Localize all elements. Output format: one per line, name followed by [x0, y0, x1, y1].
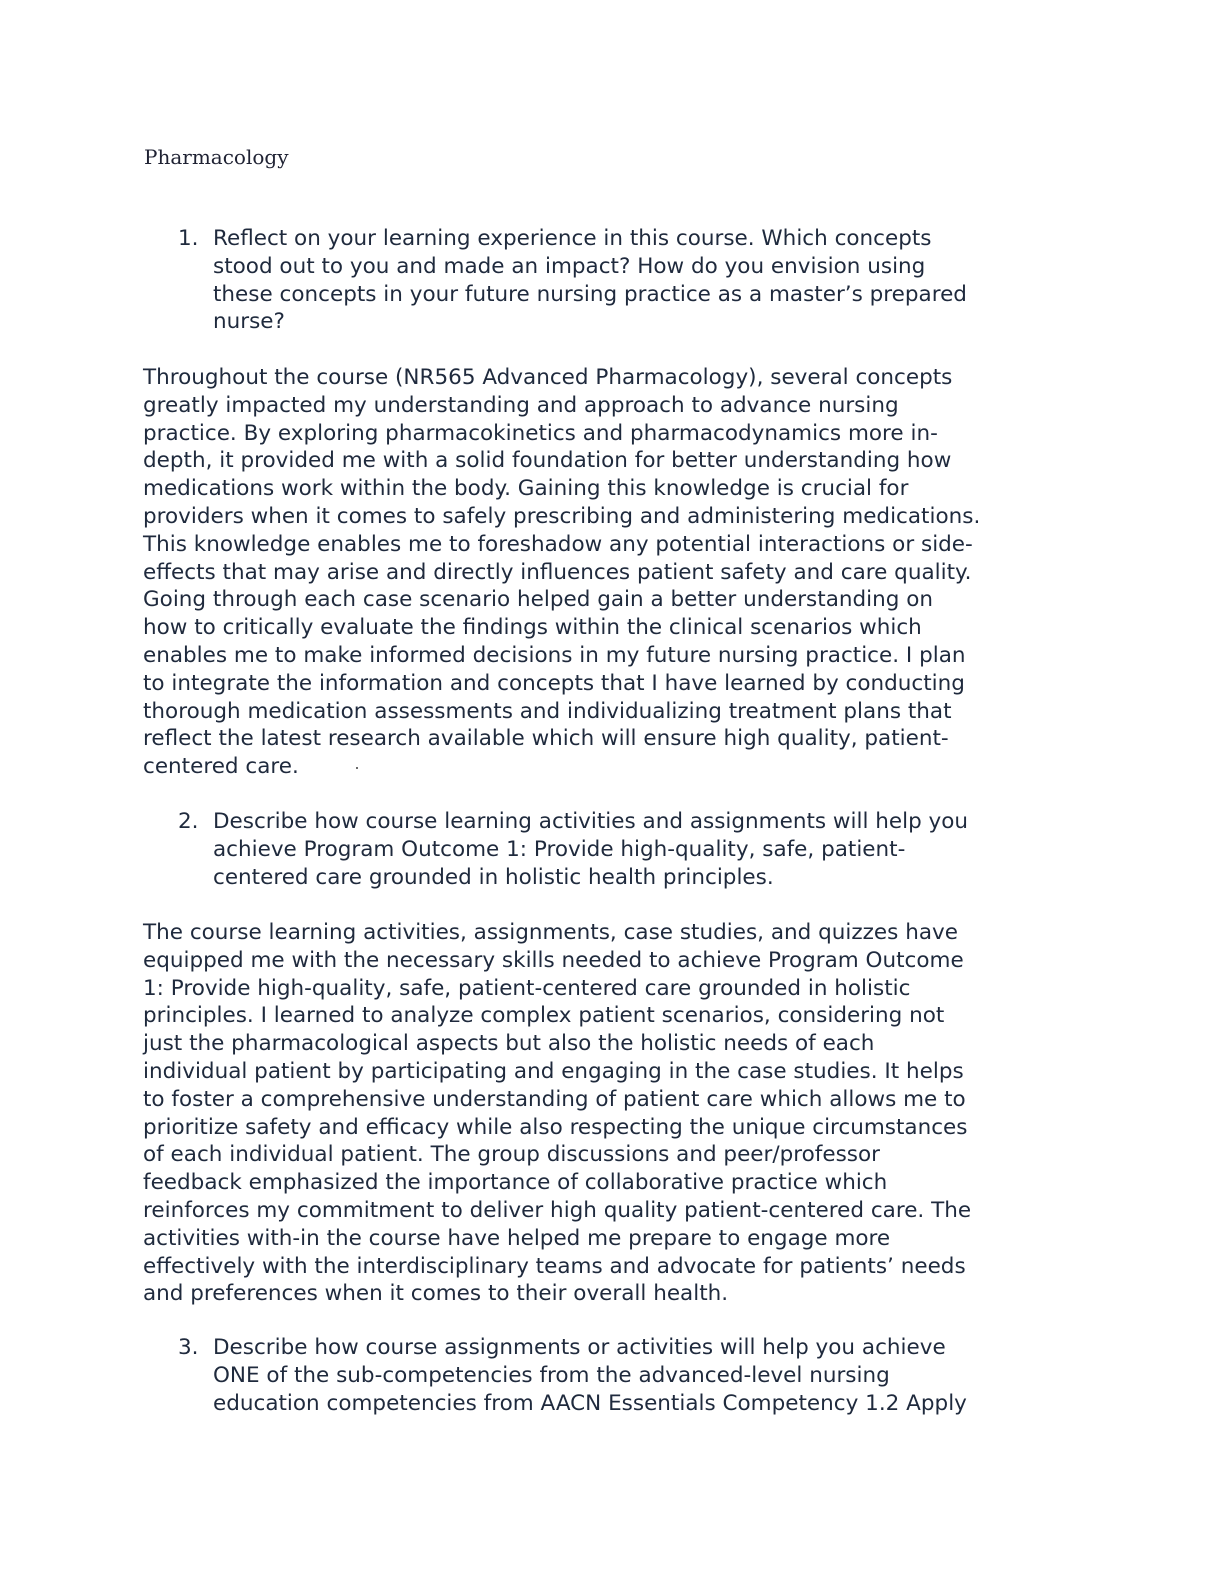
- text-line: Throughout the course (NR565 Advanced Pharmacology), several concepts: [143, 365, 953, 390]
- text-line: how to critically evaluate the findings within the clinical scenarios which: [143, 615, 922, 641]
- text-line: stood out to you and made an impact? How do you envision using: [213, 253, 926, 279]
- text-line: centered care grounded in holistic health principles.: [213, 864, 774, 890]
- text-line: prioritize safety and efficacy while also respecting the unique circumstances: [143, 1114, 968, 1140]
- stray-mark: [356, 767, 358, 769]
- text-line: just the pharmacological aspects but also the holistic needs of each: [143, 1031, 875, 1057]
- text-line: to integrate the information and concepts that I have learned by conducting: [143, 670, 965, 696]
- text-line: greatly impacted my understanding and approach to advance nursing: [143, 392, 899, 418]
- text-line: nurse?: [213, 309, 285, 335]
- question-number: 1.: [178, 226, 199, 251]
- question-text: [213, 808, 1073, 891]
- text-line: ONE of the sub-competencies from the advanced-level nursing: [213, 1362, 890, 1388]
- answer-2-paragraph: [143, 919, 1083, 1308]
- text-line: This knowledge enables me to foreshadow any potential interactions or side-: [143, 531, 973, 557]
- text-line: medications work within the body. Gaining this knowledge is crucial for: [143, 476, 909, 502]
- text-line: reinforces my commitment to deliver high quality patient-centered care. The: [143, 1197, 972, 1223]
- text-line: principles. I learned to analyze complex patient scenarios, considering not: [143, 1003, 945, 1029]
- text-line: depth, it provided me with a solid foundation for better understanding how: [143, 448, 952, 474]
- question-number: 2.: [178, 809, 199, 834]
- text-line: education competencies from AACN Essentials Competency 1.2 Apply: [213, 1390, 967, 1416]
- text-line: enables me to make informed decisions in my future nursing practice. I plan: [143, 642, 966, 668]
- text-line: to foster a comprehensive understanding of patient care which allows me to: [143, 1086, 966, 1112]
- question-text: [213, 1334, 1073, 1417]
- text-line: effects that may arise and directly influences patient safety and care quality.: [143, 559, 972, 585]
- text-line: Describe how course assignments or activities will help you achieve: [213, 1335, 946, 1360]
- text-line: practice. By exploring pharmacokinetics and pharmacodynamics more in-: [143, 420, 938, 446]
- question-text: [213, 225, 1073, 336]
- text-line: activities with-in the course have helped me prepare to engage more: [143, 1225, 891, 1251]
- document-title: Pharmacology: [144, 145, 289, 169]
- text-line: effectively with the interdisciplinary teams and advocate for patients’ needs: [143, 1253, 966, 1279]
- text-line: Describe how course learning activities and assignments will help you: [213, 809, 969, 834]
- text-line: equipped me with the necessary skills needed to achieve Program Outcome: [143, 947, 964, 973]
- text-line: of each individual patient. The group discussions and peer/professor: [143, 1142, 880, 1168]
- text-line: achieve Program Outcome 1: Provide high-quality, safe, patient-: [213, 836, 906, 862]
- text-line: providers when it comes to safely prescribing and administering medications.: [143, 503, 981, 529]
- question-number: 3.: [178, 1335, 199, 1360]
- text-line: 1: Provide high-quality, safe, patient-centered care grounded in holistic: [143, 975, 911, 1001]
- text-line: these concepts in your future nursing practice as a master’s prepared: [213, 281, 967, 307]
- text-line: reflect the latest research available which will ensure high quality, patient-: [143, 726, 949, 752]
- text-line: thorough medication assessments and individualizing treatment plans that: [143, 698, 952, 724]
- text-line: individual patient by participating and engaging in the case studies. It helps: [143, 1058, 964, 1084]
- text-line: and preferences when it comes to their overall health.: [143, 1281, 729, 1307]
- text-line: The course learning activities, assignments, case studies, and quizzes have: [143, 920, 958, 945]
- text-line: Reflect on your learning experience in this course. Which concepts: [213, 226, 932, 251]
- text-line: feedback emphasized the importance of collaborative practice which: [143, 1170, 888, 1196]
- text-line: Going through each case scenario helped gain a better understanding on: [143, 587, 933, 613]
- text-line: centered care.: [143, 754, 299, 780]
- answer-1-paragraph: [143, 364, 1083, 781]
